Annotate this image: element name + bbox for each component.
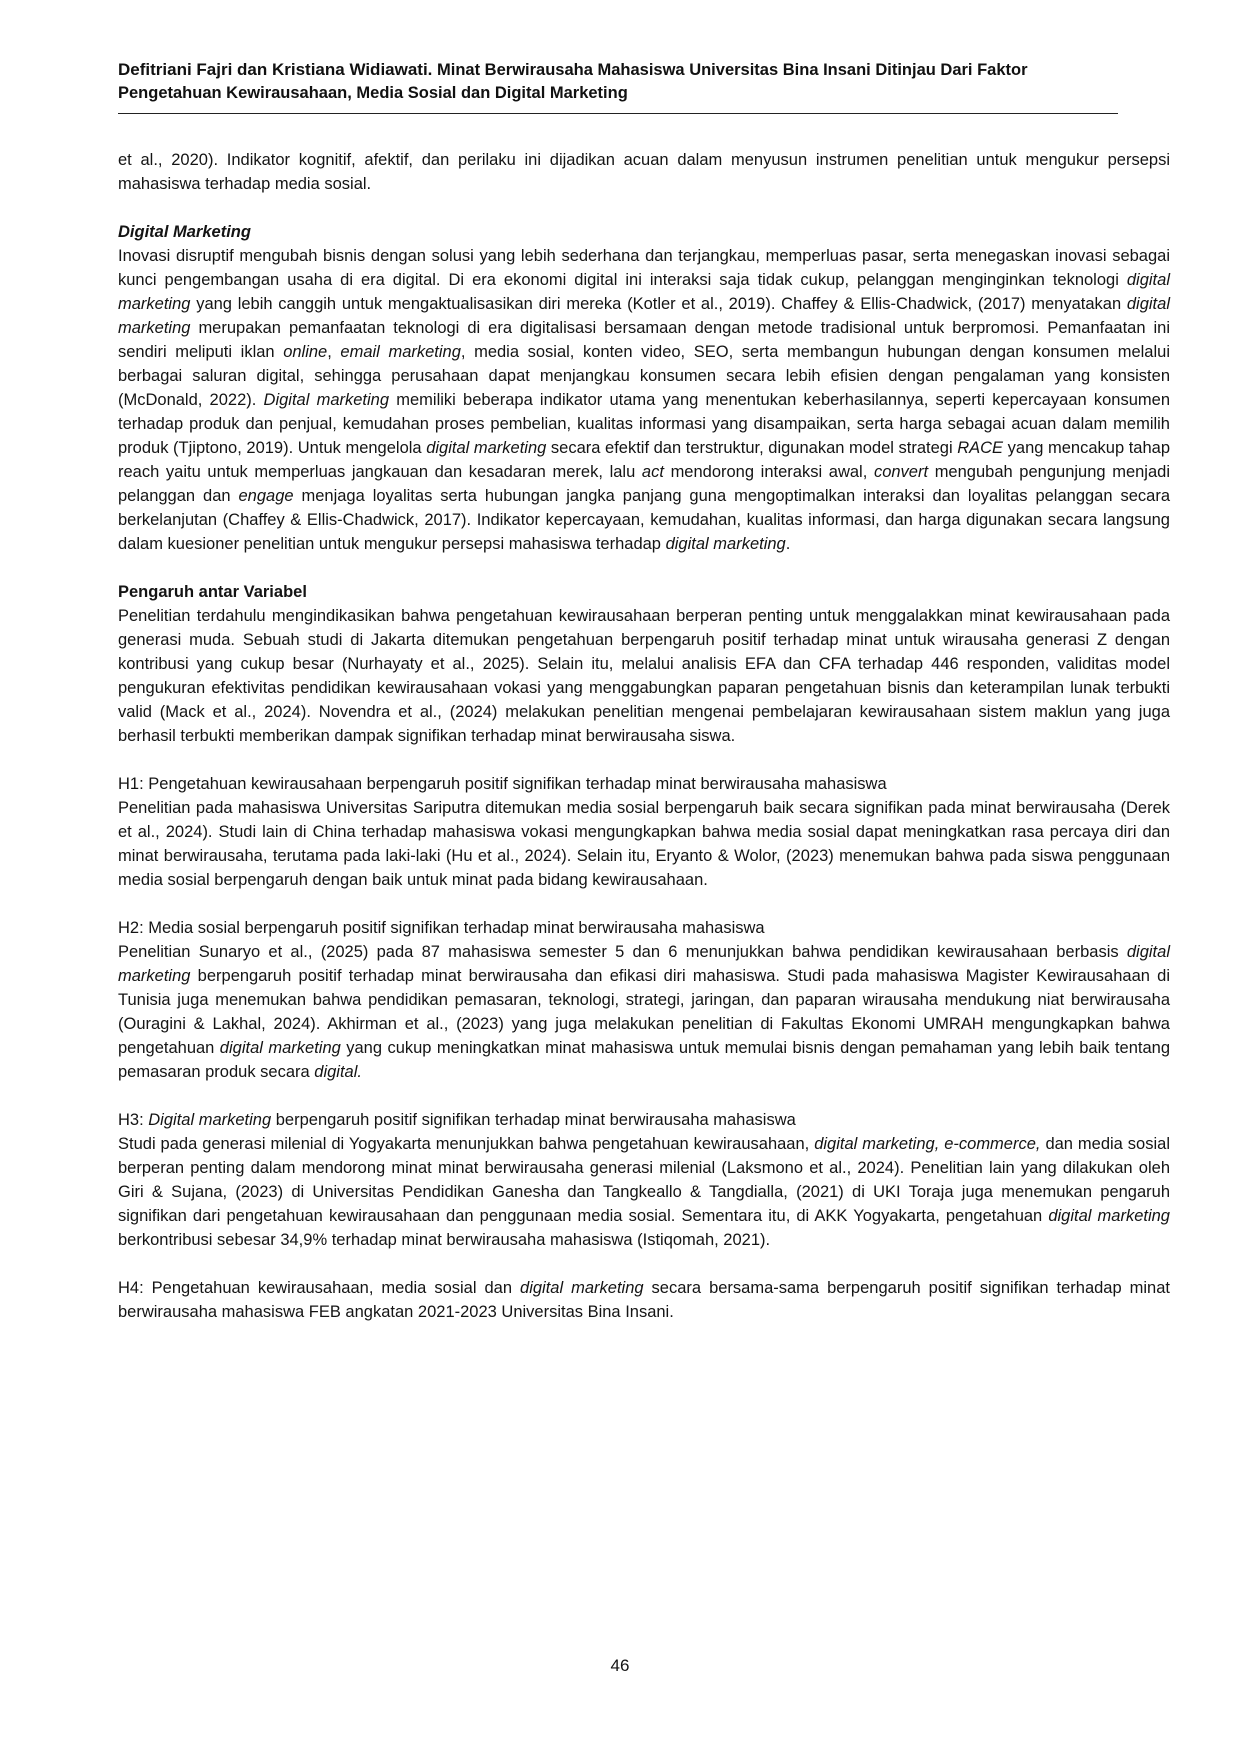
page-body bbox=[118, 148, 1170, 1324]
paragraph-variabel-3: Penelitian Sunaryo et al., (2025) pada 87 mahasiswa semester 5 dan 6 menunjukkan bahwa pendidikan kewirausahaan berbasis digital marketing berpengaruh positif terhadap minat berwirausaha dan efikasi diri mahasiswa. Studi pada mahasiswa Magister Kewirausahaan di Tunisia juga menemukan bahwa pendidikan pemasaran, teknologi, strategi, jaringan, dan paparan wirausaha mendukung niat berwirausaha (Ouragini & Lakhal, 2024). Akhirman et al., (2023) yang juga melakukan penelitian di Fakultas Ekonomi UMRAH mengungkapkan bahwa pengetahuan digital marketing yang cukup meningkatkan minat mahasiswa untuk memulai bisnis dengan pemahaman yang lebih baik tentang pemasaran produk secara digital. bbox=[118, 943, 1171, 1081]
header-title-line-2: Pengetahuan Kewirausahaan, Media Sosial dan Digital Marketing bbox=[118, 84, 628, 102]
section-heading-pengaruh-antar-variabel: Pengaruh antar Variabel bbox=[118, 583, 307, 601]
hypothesis-h1: H1: Pengetahuan kewirausahaan berpengaruh positif signifikan terhadap minat berwirausaha mahasiswa bbox=[118, 775, 887, 793]
paragraph-variabel-4: Studi pada generasi milenial di Yogyakarta menunjukkan bahwa pengetahuan kewirausahaan, digital marketing, e-commerce, dan media sosial berperan penting dalam mendorong minat minat berwirausaha generasi milenial (Laksmono et al., 2024). Penelitian lain yang dilakukan oleh Giri & Sujana, (2023) di Universitas Pendidikan Ganesha dan Tangkeallo & Tangdialla, (2021) di UKI Toraja juga menemukan pengaruh signifikan dari pengetahuan kewirausahaan dan penggunaan media sosial. Sementara itu, di AKK Yogyakarta, pengetahuan digital marketing berkontribusi sebesar 34,9% terhadap minat berwirausaha mahasiswa (Istiqomah, 2021). bbox=[118, 1135, 1170, 1249]
hypothesis-h4: H4: Pengetahuan kewirausahaan, media sosial dan digital marketing secara bersama-sama berpengaruh positif signifikan terhadap minat berwirausaha mahasiswa FEB angkatan 2021-2023 Universitas Bina Insani. bbox=[118, 1279, 1170, 1321]
header-divider bbox=[118, 113, 1118, 114]
hypothesis-h2: H2: Media sosial berpengaruh positif signifikan terhadap minat berwirausaha mahasiswa bbox=[118, 919, 765, 937]
paragraph-variabel-1: Penelitian terdahulu mengindikasikan bahwa pengetahuan kewirausahaan berperan penting untuk menggalakkan minat kewirausahaan pada generasi muda. Sebuah studi di Jakarta ditemukan pengetahuan berpengaruh positif terhadap minat untuk wirausaha generasi Z dengan kontribusi yang cukup besar (Nurhayaty et al., 2025). Selain itu, melalui analisis EFA dan CFA terhadap 446 responden, validitas model pengukuran efektivitas pendidikan kewirausahaan vokasi yang menggabungkan paparan pengetahuan bisnis dan keterampilan lunak terbukti valid (Mack et al., 2024). Novendra et al., (2024) melakukan penelitian mengenai pembelajaran kewirausahaan sistem maklun yang juga berhasil terbukti memberikan dampak signifikan terhadap minat berwirausaha siswa. bbox=[118, 607, 1170, 745]
header-authors: Defitriani Fajri dan Kristiana Widiawati. bbox=[118, 60, 433, 79]
running-header bbox=[118, 58, 1128, 105]
header-title-line-1: Minat Berwirausaha Mahasiswa Universitas Bina Insani Ditinjau Dari Faktor bbox=[437, 61, 1028, 79]
paragraph-variabel-2: Penelitian pada mahasiswa Universitas Sariputra ditemukan media sosial berpengaruh baik secara signifikan pada minat berwirausaha (Derek et al., 2024). Studi lain di China terhadap mahasiswa vokasi mengungkapkan bahwa media sosial dapat meningkatkan rasa percaya diri dan minat berwirausaha, terutama pada laki-laki (Hu et al., 2024). Selain itu, Eryanto & Wolor, (2023) menemukan bahwa pada siswa penggunaan media sosial berpengaruh dengan baik untuk minat pada bidang kewirausahaan. bbox=[118, 799, 1170, 889]
page-number: 46 bbox=[610, 1656, 630, 1675]
paragraph-continuation: et al., 2020). Indikator kognitif, afektif, dan perilaku ini dijadikan acuan dalam menyusun instrumen penelitian untuk mengukur persepsi mahasiswa terhadap media sosial. bbox=[118, 151, 1170, 193]
section-heading-digital-marketing: Digital Marketing bbox=[118, 223, 251, 241]
hypothesis-h3: H3: Digital marketing berpengaruh positif signifikan terhadap minat berwirausaha mahasiswa bbox=[118, 1111, 796, 1129]
paragraph-digital-marketing: Inovasi disruptif mengubah bisnis dengan solusi yang lebih sederhana dan terjangkau, memperluas pasar, serta menegaskan inovasi sebagai kunci pengembangan usaha di era digital. Di era ekonomi digital ini interaksi saja tidak cukup, pelanggan menginginkan teknologi digital marketing yang lebih canggih untuk mengaktualisasikan diri mereka (Kotler et al., 2019). Chaffey & Ellis-Chadwick, (2017) menyatakan digital marketing merupakan pemanfaatan teknologi di era digitalisasi bersamaan dengan metode tradisional untuk berpromosi. Pemanfaatan ini sendiri meliputi iklan online, email marketing, media sosial, konten video, SEO, serta membangun hubungan dengan konsumen melalui berbagai saluran digital, sehingga perusahaan dapat menjangkau konsumen secara lebih efisien dengan pengalaman yang konsisten (McDonald, 2022). Digital marketing memiliki beberapa indikator utama yang menentukan keberhasilannya, seperti kepercayaan konsumen terhadap produk dan penjual, kemudahan proses pembelian, kualitas informasi yang disampaikan, serta harga sebagai acuan dalam memilih produk (Tjiptono, 2019). Untuk mengelola digital marketing secara efektif dan terstruktur, digunakan model strategi RACE yang mencakup tahap reach yaitu untuk memperluas jangkauan dan kesadaran merek, lalu act mendorong interaksi awal, convert mengubah pengunjung menjadi pelanggan dan engage menjaga loyalitas serta hubungan jangka panjang guna mengoptimalkan interaksi dan loyalitas pelanggan secara berkelanjutan (Chaffey & Ellis-Chadwick, 2017). Indikator kepercayaan, kemudahan, kualitas informasi, dan harga digunakan secara langsung dalam kuesioner penelitian untuk mengukur persepsi mahasiswa terhadap digital marketing. bbox=[118, 247, 1171, 553]
header-line-1 bbox=[118, 58, 1128, 82]
